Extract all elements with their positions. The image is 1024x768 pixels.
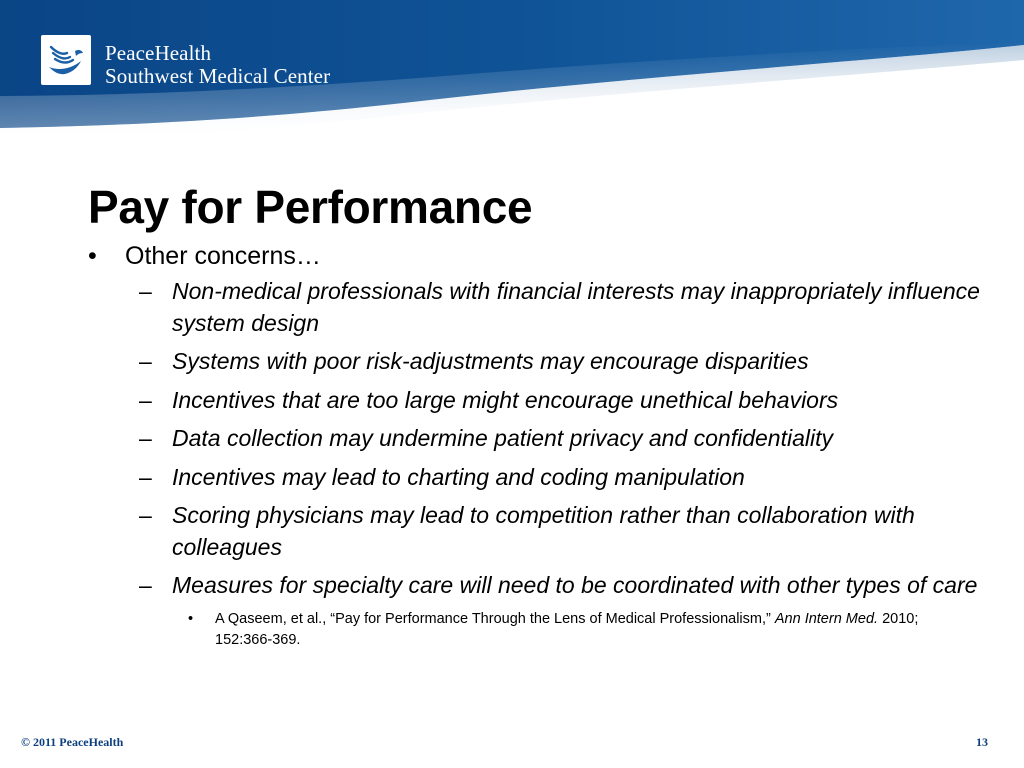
sub-item: [88, 462, 988, 494]
slide-content: [88, 238, 988, 651]
dash-icon: –: [139, 425, 152, 451]
sub-item: [88, 500, 988, 563]
sub-item-text: Incentives that are too large might encourage unethical behaviors: [172, 386, 839, 413]
slide-title: Pay for Performance: [88, 181, 533, 233]
sub-item-text: Data collection may undermine patient privacy and confidentiality: [172, 425, 833, 451]
citation-details: 2010; 152:366-369.: [215, 610, 919, 648]
bullet-text: Other concerns…: [125, 242, 321, 270]
sub-item: [88, 385, 988, 417]
copyright: © 2011 PeaceHealth: [21, 735, 124, 749]
sub-item-text: Non-medical professionals with financial interests may inappropriately influence system design: [172, 278, 980, 336]
header-band: [0, 0, 1024, 150]
organization-name: [105, 42, 330, 88]
page-number: 13: [976, 735, 988, 749]
logo-box: [41, 35, 91, 85]
bullet-icon: •: [88, 242, 97, 270]
sub-item-text: Measures for specialty care will need to be coordinated with other types of care: [172, 572, 978, 598]
citation-text: A Qaseem, et al., “Pay for Performance Through the Lens of Medical Professionalism,”: [215, 610, 771, 627]
sub-item-text: Scoring physicians may lead to competition rather than collaboration with colleagues: [172, 502, 915, 560]
dash-icon: –: [139, 386, 152, 413]
citation: [88, 609, 965, 651]
bullet-item: [88, 238, 988, 274]
dove-logo-icon: [45, 41, 87, 79]
bullet-icon: •: [188, 610, 194, 627]
citation-journal: Ann Intern Med.: [774, 610, 879, 627]
sub-item-text: Systems with poor risk-adjustments may encourage disparities: [172, 348, 809, 374]
dash-icon: –: [139, 463, 152, 490]
sub-item: [88, 346, 988, 378]
sub-item: [88, 423, 988, 455]
dash-icon: –: [139, 502, 152, 528]
dash-icon: –: [139, 572, 152, 598]
sub-item-text: Incentives may lead to charting and coding manipulation: [172, 463, 745, 490]
org-name-line2: Southwest Medical Center: [105, 64, 331, 88]
sub-item: [88, 276, 988, 339]
dash-icon: –: [139, 278, 152, 304]
sub-item: [88, 570, 988, 602]
dash-icon: –: [139, 348, 152, 374]
org-name-line1: PeaceHealth: [105, 41, 212, 65]
